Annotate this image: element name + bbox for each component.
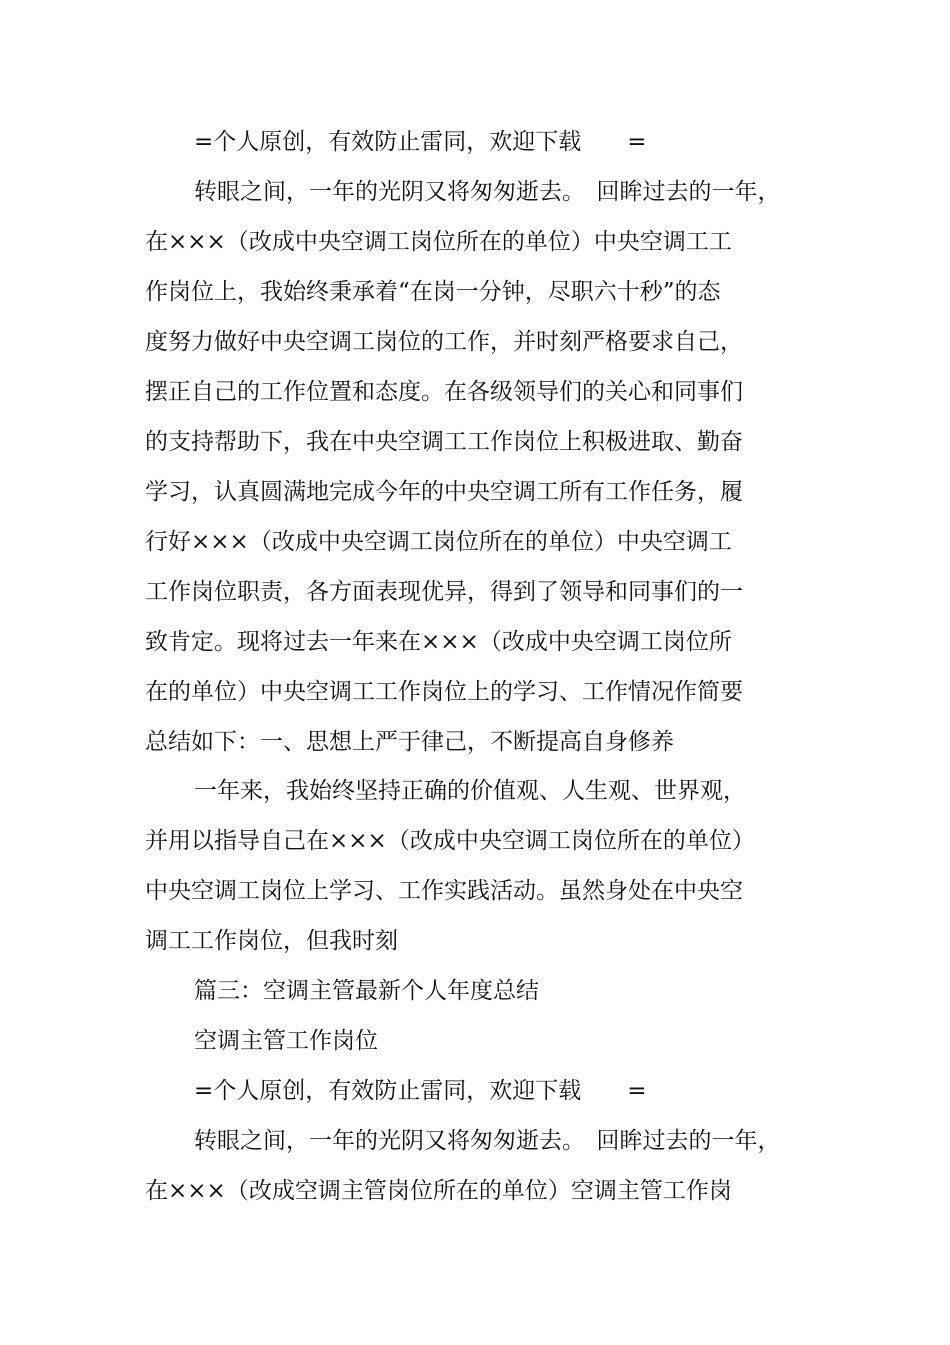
text-line-7: 的支持帮助下，我在中央空调工工作岗位上积极进取、勤奋: [145, 429, 743, 455]
text-line-13: 总结如下：一、思想上严于律己，不断提高自身修养: [145, 729, 674, 755]
text-line-3: 在×××（改成中央空调工岗位所在的单位）中央空调工工: [145, 229, 732, 255]
text-line-8: 学习，认真圆满地完成今年的中央空调工所有工作任务，履: [145, 479, 743, 505]
text-line-9: 行好×××（改成中央空调工岗位所在的单位）中央空调工: [145, 529, 732, 555]
text-line-5: 度努力做好中央空调工岗位的工作，并时刻严格要求自己，: [145, 329, 743, 355]
section-heading: 篇三：空调主管最新个人年度总结: [194, 978, 539, 1004]
text-line-4: 作岗位上，我始终秉承着“在岗一分钟，尽职六十秒”的态: [145, 279, 721, 305]
text-line-1: =个人原创，有效防止雷同，欢迎下载 =: [194, 129, 647, 155]
text-line-6: 摆正自己的工作位置和态度。在各级领导们的关心和同事们: [145, 379, 743, 405]
text-line-22: 在×××（改成空调主管岗位所在的单位）空调主管工作岗: [145, 1178, 732, 1204]
text-line-15: 并用以指导自己在×××（改成中央空调工岗位所在的单位）: [145, 828, 755, 854]
text-line-12: 在的单位）中央空调工工作岗位上的学习、工作情况作简要: [145, 679, 743, 705]
text-line-20: =个人原创，有效防止雷同，欢迎下载 =: [194, 1078, 647, 1104]
text-line-2: 转眼之间，一年的光阴又将匆匆逝去。 回眸过去的一年，: [194, 179, 781, 205]
text-line-19: 空调主管工作岗位: [194, 1028, 378, 1054]
text-line-21: 转眼之间，一年的光阴又将匆匆逝去。 回眸过去的一年，: [194, 1128, 781, 1154]
text-line-11: 致肯定。现将过去一年来在×××（改成中央空调工岗位所: [145, 629, 732, 655]
text-line-17: 调工工作岗位，但我时刻: [145, 928, 398, 954]
text-line-16: 中央空调工岗位上学习、工作实践活动。虽然身处在中央空: [145, 878, 743, 904]
text-line-10: 工作岗位职责，各方面表现优异，得到了领导和同事们的一: [145, 579, 743, 605]
text-line-14: 一年来，我始终坚持正确的价值观、人生观、世界观，: [194, 778, 746, 804]
